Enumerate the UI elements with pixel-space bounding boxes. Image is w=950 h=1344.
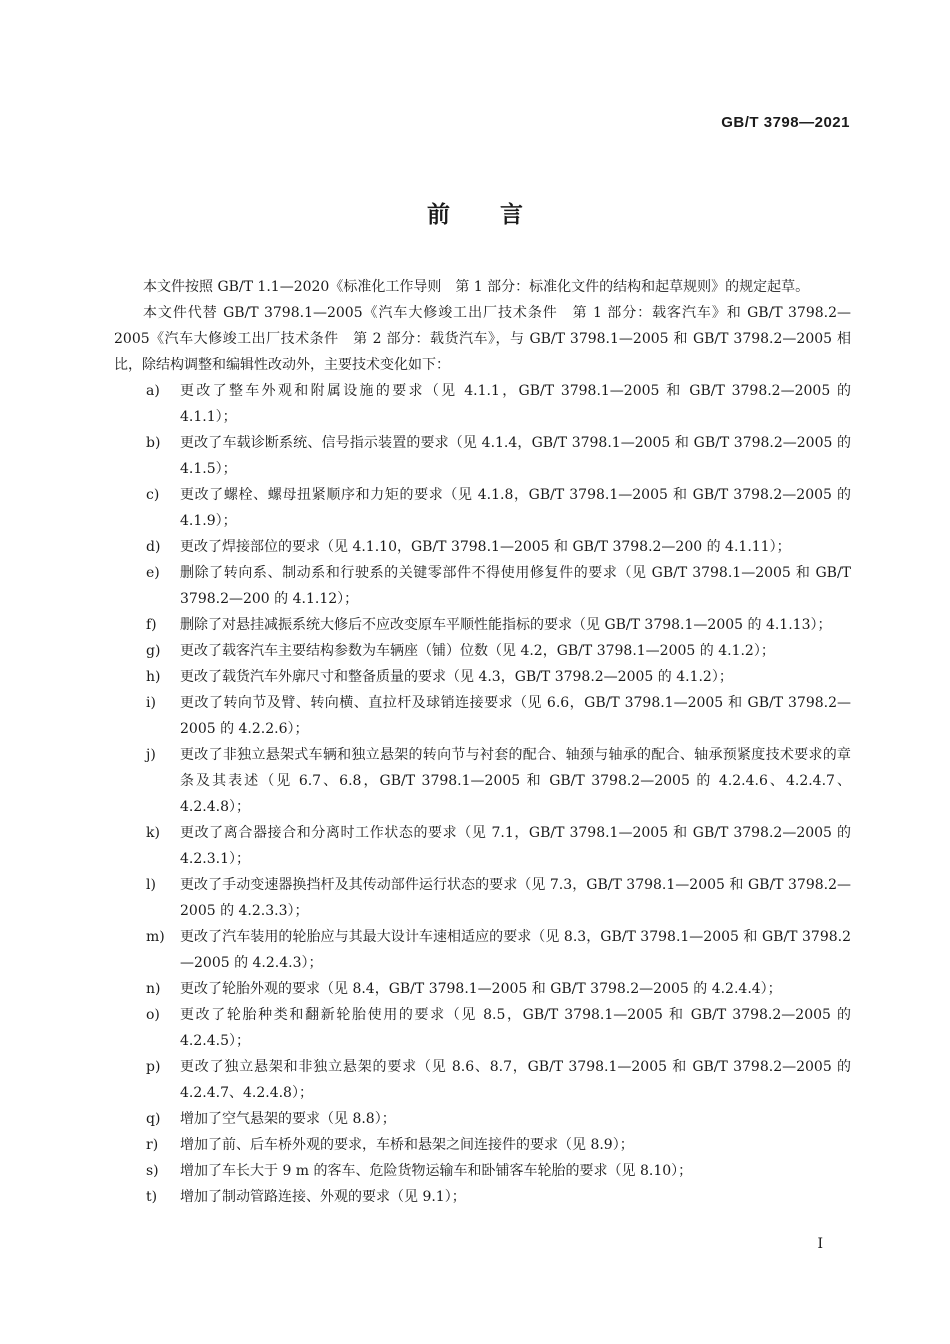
title-char-2: 言 (500, 202, 523, 228)
body-content (114, 274, 851, 1210)
list-item-text: 更改了汽车装用的轮胎应与其最大设计车速相适应的要求（见 8.3，GB/T 3798.1—2005 和 GB/T 3798.2—2005 的 4.2.4.3）； (180, 929, 851, 971)
list-item-text: 更改了轮胎外观的要求（见 8.4，GB/T 3798.1—2005 和 GB/T 3798.2—2005 的 4.2.4.4）； (180, 981, 782, 997)
list-marker: i) (146, 695, 156, 711)
list-item-text: 增加了车长大于 9 m 的客车、危险货物运输车和卧铺客车轮胎的要求（见 8.10）； (180, 1163, 693, 1179)
list-item-text: 更改了非独立悬架式车辆和独立悬架的转向节与衬套的配合、轴颈与轴承的配合、轴承预紧度技术要求的章条及其表述（见 6.7、6.8，GB/T 3798.1—2005 和 GB/T 3798.2—2005 的 4.2.4.6、4.2.4.7、4.2.4.8）； (180, 747, 851, 815)
list-item (114, 690, 851, 742)
list-item (114, 976, 851, 1002)
list-item (114, 1132, 851, 1158)
list-item (114, 378, 851, 430)
page-number: I (817, 1236, 823, 1252)
list-item-text: 更改了轮胎种类和翻新轮胎使用的要求（见 8.5，GB/T 3798.1—2005 和 GB/T 3798.2—2005 的 4.2.4.5）； (180, 1007, 851, 1049)
list-marker: d) (146, 539, 161, 555)
list-item-text: 更改了焊接部位的要求（见 4.1.10，GB/T 3798.1—2005 和 GB/T 3798.2—200 的 4.1.11）； (180, 539, 791, 555)
list-item (114, 638, 851, 664)
list-item (114, 664, 851, 690)
list-marker: e) (146, 565, 160, 581)
list-item (114, 560, 851, 612)
list-item-text: 更改了独立悬架和非独立悬架的要求（见 8.6、8.7，GB/T 3798.1—2005 和 GB/T 3798.2—2005 的 4.2.4.7、4.2.4.8）； (180, 1059, 851, 1101)
list-marker: k) (146, 825, 160, 841)
paragraph: 本文件代替 GB/T 3798.1—2005《汽车大修竣工出厂技术条件 第 1 部分：载客汽车》和 GB/T 3798.2—2005《汽车大修竣工出厂技术条件 第 2 部分：载货汽车》，与 GB/T 3798.1—2005 和 GB/T 3798.2—2005 相比，除结构调整和编辑性改动外，主要技术变化如下： (114, 305, 851, 373)
list-item-text: 删除了转向系、制动系和行驶系的关键零部件不得使用修复件的要求（见 GB/T 3798.1—2005 和 GB/T 3798.2—200 的 4.1.12）； (180, 565, 851, 607)
list-item (114, 924, 851, 976)
list-marker: o) (146, 1007, 160, 1023)
list-item (114, 482, 851, 534)
title-char-1: 前 (427, 202, 450, 228)
list-marker: a) (146, 383, 160, 399)
list-item (114, 430, 851, 482)
list-marker: n) (146, 981, 161, 997)
list-item-text: 更改了螺栓、螺母扭紧顺序和力矩的要求（见 4.1.8，GB/T 3798.1—2005 和 GB/T 3798.2—2005 的 4.1.9）； (180, 487, 851, 529)
list-item (114, 1002, 851, 1054)
list-item (114, 612, 851, 638)
list-marker: r) (146, 1137, 159, 1153)
list-marker: l) (146, 877, 156, 893)
standard-code: GB/T 3798—2021 (721, 114, 850, 131)
page-title (0, 196, 950, 229)
list-item (114, 1158, 851, 1184)
list-item-text: 删除了对悬挂减振系统大修后不应改变原车平顺性能指标的要求（见 GB/T 3798.1—2005 的 4.1.13）； (180, 617, 832, 633)
list-item (114, 1184, 851, 1210)
list-marker: h) (146, 669, 161, 685)
list-marker: m) (146, 929, 165, 945)
list-item-text: 增加了前、后车桥外观的要求，车桥和悬架之间连接件的要求（见 8.9）； (180, 1137, 634, 1153)
list-marker: j) (146, 747, 156, 763)
list-item-text: 增加了制动管路连接、外观的要求（见 9.1）； (180, 1189, 466, 1205)
list-item (114, 1106, 851, 1132)
list-item-text: 更改了车载诊断系统、信号指示装置的要求（见 4.1.4，GB/T 3798.1—2005 和 GB/T 3798.2—2005 的 4.1.5）； (180, 435, 851, 477)
list-marker: f) (146, 617, 157, 633)
list-item-text: 增加了空气悬架的要求（见 8.8）； (180, 1111, 396, 1127)
paragraph: 本文件按照 GB/T 1.1—2020《标准化工作导则 第 1 部分：标准化文件的结构和起草规则》的规定起草。 (143, 279, 810, 295)
list-marker: p) (146, 1059, 161, 1075)
list-item (114, 820, 851, 872)
list-item (114, 742, 851, 820)
list-item (114, 534, 851, 560)
list-marker: b) (146, 435, 161, 451)
list-item-text: 更改了手动变速器换挡杆及其传动部件运行状态的要求（见 7.3，GB/T 3798.1—2005 和 GB/T 3798.2—2005 的 4.2.3.3）； (180, 877, 851, 919)
list-item (114, 872, 851, 924)
list-item-text: 更改了转向节及臂、转向横、直拉杆及球销连接要求（见 6.6，GB/T 3798.1—2005 和 GB/T 3798.2—2005 的 4.2.2.6）； (180, 695, 851, 737)
list-marker: t) (146, 1189, 158, 1205)
list-item-text: 更改了离合器接合和分离时工作状态的要求（见 7.1，GB/T 3798.1—2005 和 GB/T 3798.2—2005 的 4.2.3.1）； (180, 825, 851, 867)
list-marker: g) (146, 643, 161, 659)
list-marker: c) (146, 487, 160, 503)
list-item-text: 更改了整车外观和附属设施的要求（见 4.1.1，GB/T 3798.1—2005 和 GB/T 3798.2—2005 的 4.1.1）； (180, 383, 851, 425)
list-marker: s) (146, 1163, 159, 1179)
list-marker: q) (146, 1111, 161, 1127)
list-item-text: 更改了载客汽车主要结构参数为车辆座（铺）位数（见 4.2，GB/T 3798.1—2005 的 4.1.2）； (180, 643, 775, 659)
list-item (114, 1054, 851, 1106)
list-item-text: 更改了载货汽车外廓尺寸和整备质量的要求（见 4.3，GB/T 3798.2—2005 的 4.1.2）； (180, 669, 733, 685)
